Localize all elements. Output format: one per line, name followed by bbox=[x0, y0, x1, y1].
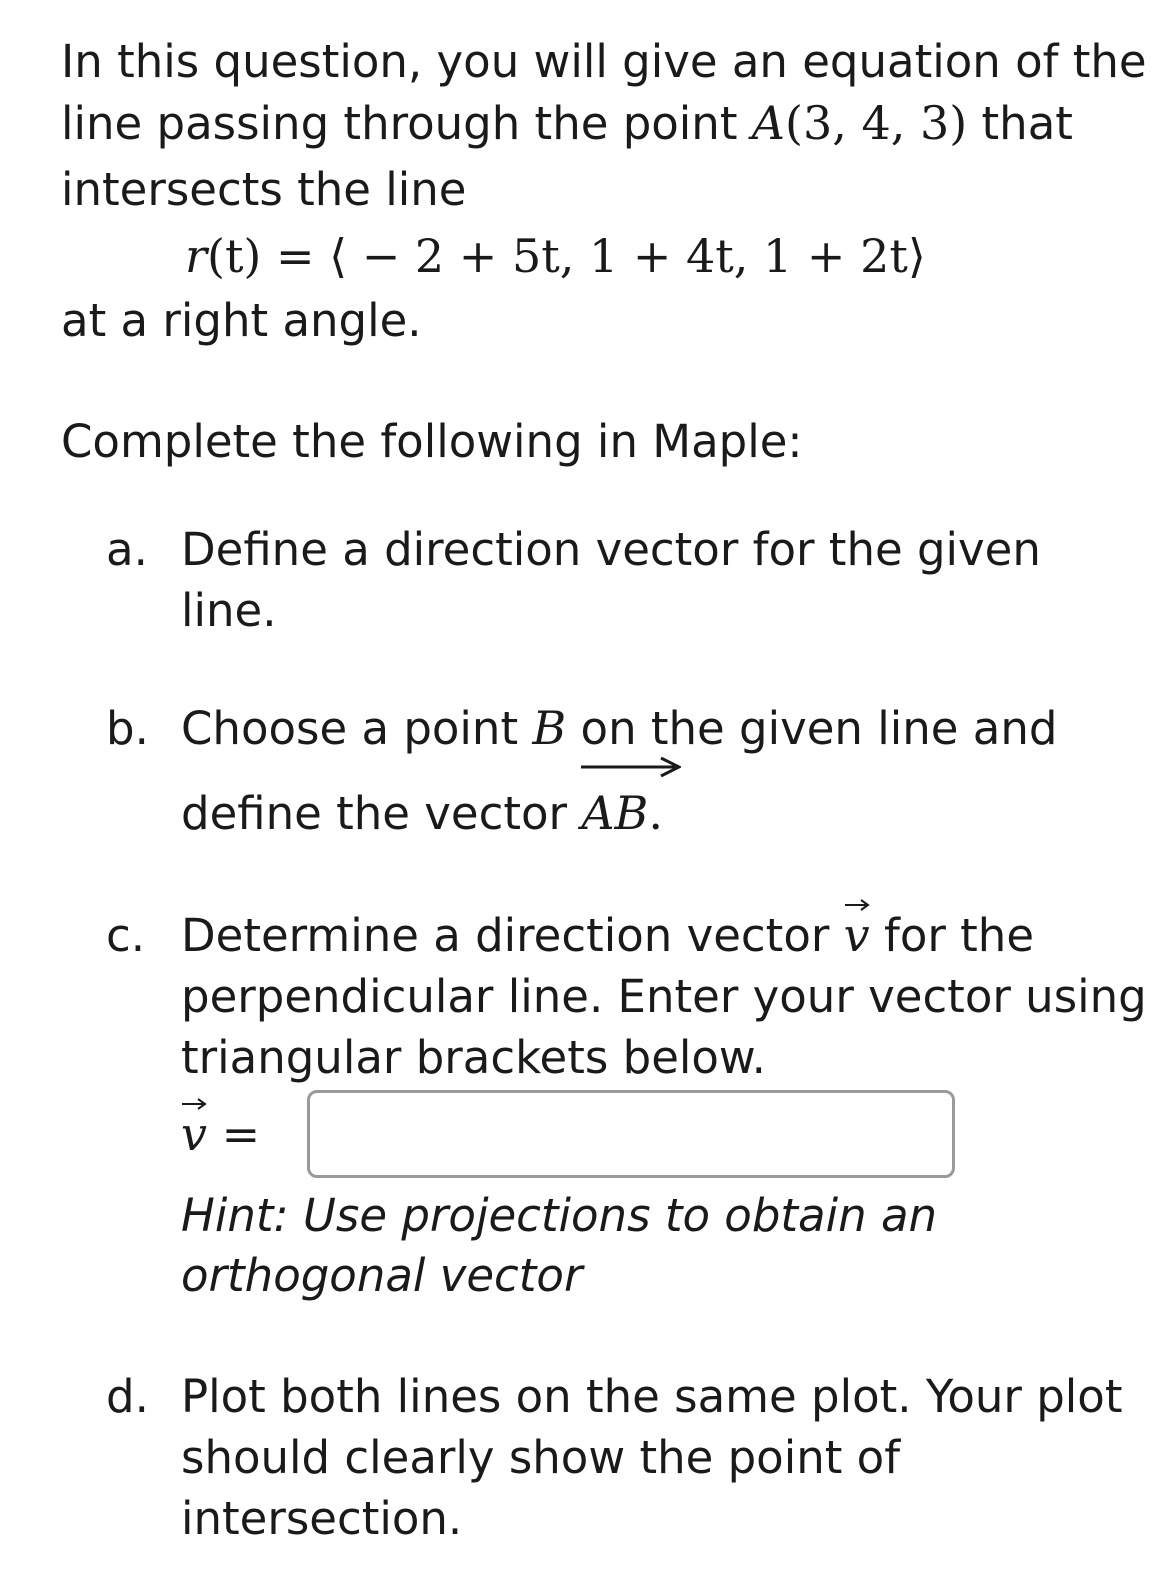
intro-line-3: intersects the line bbox=[61, 163, 467, 216]
item-c-marker: c. bbox=[106, 909, 146, 962]
line-equation bbox=[185, 226, 926, 286]
item-b-line-2-prefix: define the vector bbox=[181, 787, 567, 840]
equation-function-arg: (t) bbox=[207, 229, 262, 283]
right-arrow-icon bbox=[581, 757, 681, 777]
answer-equals-sign: = bbox=[221, 1107, 261, 1161]
vector-v-name: v bbox=[843, 908, 870, 962]
vector-answer-input[interactable] bbox=[307, 1090, 955, 1178]
intro-line-2-prefix: line passing through the point bbox=[61, 97, 738, 150]
item-a-marker: a. bbox=[106, 523, 148, 576]
item-b-line-2-suffix: . bbox=[648, 786, 663, 840]
answer-vector-v bbox=[181, 1104, 207, 1164]
intro-line-1: In this question, you will give an equation of the bbox=[61, 35, 1147, 88]
item-d-line-1: Plot both lines on the same plot. Your plot bbox=[181, 1370, 1123, 1423]
item-c-line-3: triangular brackets below. bbox=[181, 1031, 766, 1084]
intro-line-2-suffix: that bbox=[981, 97, 1073, 150]
item-a-line-1: Define a direction vector for the given bbox=[181, 523, 1041, 576]
point-b-name: B bbox=[532, 701, 567, 755]
item-c-line-1-prefix: Determine a direction vector bbox=[181, 909, 830, 962]
item-b bbox=[181, 698, 1057, 844]
equation-function-name: r bbox=[185, 229, 207, 283]
item-d-line-3: intersection. bbox=[181, 1492, 463, 1545]
point-a bbox=[752, 96, 967, 150]
point-a-name: A bbox=[751, 96, 786, 150]
item-c-line-1-suffix: for the bbox=[883, 909, 1035, 962]
item-a-line-2: line. bbox=[181, 584, 277, 637]
hint-text bbox=[181, 1186, 937, 1306]
item-c bbox=[181, 905, 1147, 1088]
item-b-line-2 bbox=[181, 783, 1057, 844]
item-c-line-2: perpendicular line. Enter your vector using bbox=[181, 970, 1147, 1023]
question-intro bbox=[61, 31, 1147, 221]
instructions-heading: Complete the following in Maple: bbox=[61, 415, 803, 468]
intro-line-2 bbox=[61, 93, 1147, 155]
vector-ab-name: AB bbox=[581, 786, 649, 840]
item-d-marker: d. bbox=[106, 1370, 149, 1423]
vector-v bbox=[844, 905, 870, 966]
hint-line-2: orthogonal vector bbox=[181, 1249, 583, 1302]
answer-vector-name: v bbox=[181, 1107, 207, 1161]
right-arrow-icon bbox=[842, 897, 872, 913]
right-arrow-icon bbox=[179, 1096, 209, 1112]
point-a-coords: (3, 4, 3) bbox=[785, 96, 968, 150]
item-b-marker: b. bbox=[106, 702, 149, 755]
item-b-line-1-suffix: on the given line and bbox=[580, 702, 1058, 755]
item-b-line-1 bbox=[181, 698, 1057, 759]
item-c-line-1 bbox=[181, 905, 1147, 966]
item-d bbox=[181, 1366, 1122, 1549]
item-a bbox=[181, 519, 1041, 641]
answer-label bbox=[181, 1104, 260, 1164]
hint-line-1: Hint: Use projections to obtain an bbox=[181, 1189, 938, 1242]
equation-rhs: = ⟨ − 2 + 5t, 1 + 4t, 1 + 2t⟩ bbox=[276, 229, 926, 283]
intro-tail: at a right angle. bbox=[61, 294, 422, 347]
item-b-line-1-prefix: Choose a point bbox=[181, 702, 519, 755]
item-d-line-2: should clearly show the point of bbox=[181, 1431, 901, 1484]
vector-ab bbox=[581, 783, 648, 844]
